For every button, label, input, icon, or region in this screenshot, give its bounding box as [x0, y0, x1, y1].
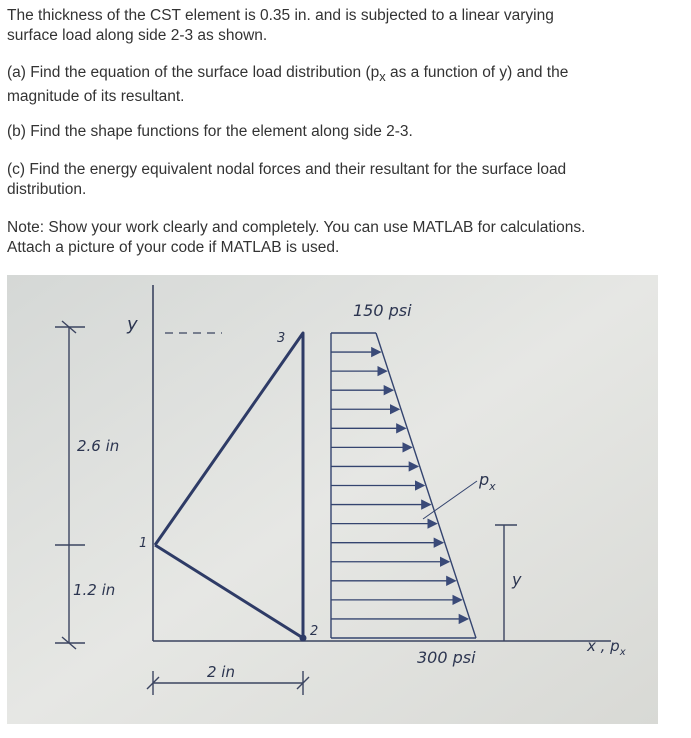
dim-lower-label: 1.2 in: [73, 581, 116, 599]
note-line-2: Attach a picture of your code if MATLAB is used.: [7, 239, 340, 256]
part-a: [7, 63, 677, 107]
part-c-line-2: distribution.: [7, 181, 87, 198]
node-3-label: 3: [277, 331, 286, 346]
part-a-line-2: magnitude of its resultant.: [7, 88, 185, 106]
node-1-label: 1: [139, 536, 148, 551]
part-c-line-1: (c) Find the energy equivalent nodal forces and their resultant for the surface load: [7, 161, 567, 178]
local-y-label: y: [512, 570, 522, 589]
load-bottom-label: 300 psi: [417, 648, 476, 667]
cst-element-figure: [7, 275, 658, 724]
node-2-label: 2: [310, 624, 319, 639]
intro-line-1: The thickness of the CST element is 0.35 in. and is subjected to a linear varying: [7, 7, 554, 24]
x-axis-label: x , $p_x$: [587, 637, 626, 658]
note: [7, 218, 677, 258]
part-a-subscript: x: [379, 69, 386, 85]
dim-width-label: 2 in: [207, 663, 235, 681]
load-label: $p_x$: [479, 470, 496, 493]
part-b-text: (b) Find the shape functions for the element along side 2-3.: [7, 123, 413, 140]
dim-upper-label: 2.6 in: [77, 437, 120, 455]
paper-background: [7, 275, 658, 724]
node-2-dot: [300, 635, 307, 642]
part-a-line-1-post: as a function of y) and the: [385, 64, 569, 81]
intro-line-2: surface load along side 2-3 as shown.: [7, 27, 268, 44]
problem-intro: [7, 6, 677, 46]
y-axis-label: y: [127, 314, 138, 335]
load-top-label: 150 psi: [353, 301, 412, 320]
part-a-line-1-pre: (a) Find the equation of the surface load distribution (p: [7, 64, 380, 81]
part-c: [7, 160, 677, 200]
part-b: [7, 122, 677, 142]
note-line-1: Note: Show your work clearly and completely. You can use MATLAB for calculations.: [7, 219, 586, 236]
